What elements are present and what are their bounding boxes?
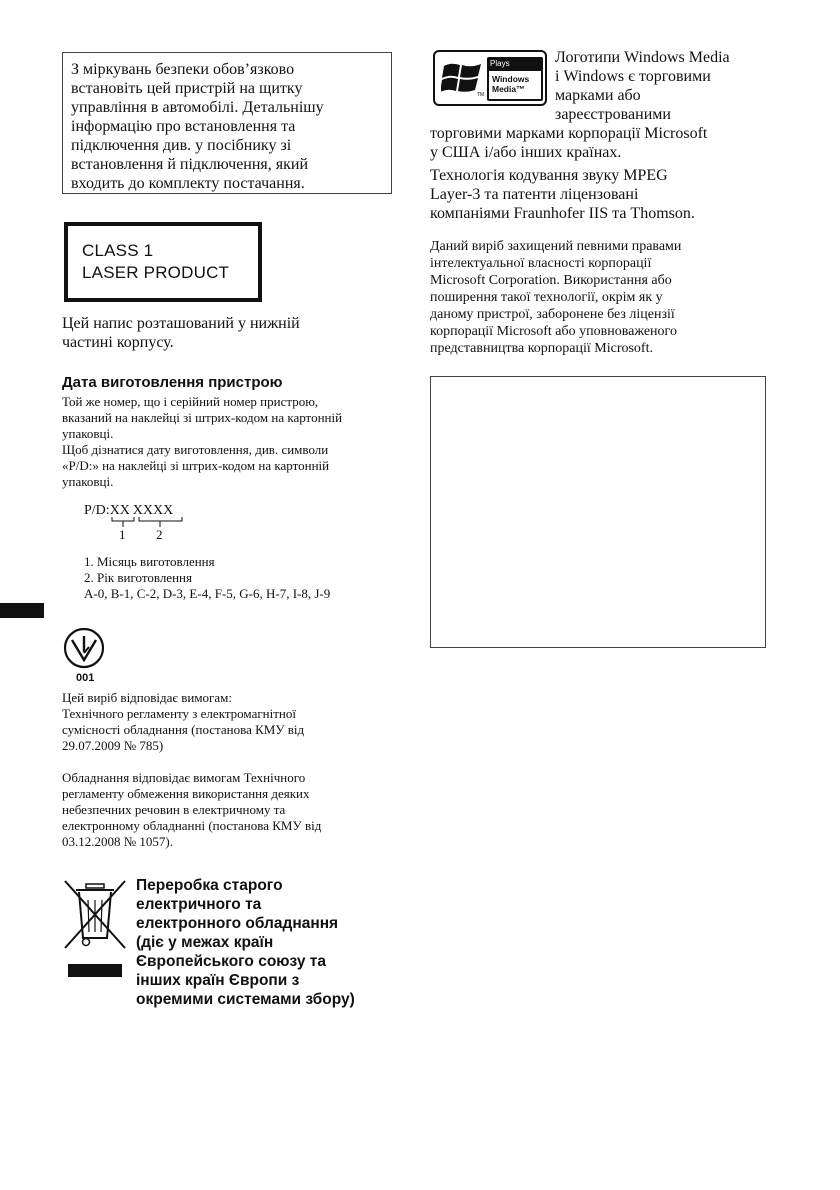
safety-line: входить до комплекту постачання. <box>71 175 305 192</box>
ip-line: представництва корпорації Microsoft. <box>430 341 653 356</box>
manufacture-date-text <box>62 394 342 490</box>
pd-legend-line: 1. Місяць виготовлення <box>84 554 215 569</box>
recycling-title-line: інших країн Європи з <box>136 972 300 989</box>
logo-windows-text: Windows <box>492 74 530 84</box>
safety-line: встановлення й підключення, який <box>71 156 309 173</box>
laser-location-text <box>62 314 300 352</box>
recycling-title-line: окремими системами збору) <box>136 991 355 1008</box>
conformity-line: небезпечних речовин в електричному та <box>62 802 286 817</box>
ip-line: Microsoft Corporation. Використання або <box>430 273 672 288</box>
safety-line: встановіть цей пристрій на щитку <box>71 80 303 97</box>
conformity-line: 29.07.2009 № 785) <box>62 738 164 753</box>
safety-line: З міркувань безпеки обов’язково <box>71 61 295 78</box>
wm-line: Логотипи Windows Media <box>555 49 730 66</box>
wm-line: зареєстрованими <box>555 106 671 123</box>
pd-callout-2: 2 <box>156 527 163 542</box>
laser-location-line: частині корпусу. <box>62 334 174 351</box>
recycling-title-line: Переробка старого <box>136 877 283 894</box>
pd-legend-line: 2. Рік виготовлення <box>84 570 192 585</box>
ip-line: поширення такої технології, окрім як у <box>430 290 663 305</box>
manufacture-date-line: упаковці. <box>62 474 114 489</box>
manufacture-date-line: вказаний на наклейці зі штрих-кодом на картонній <box>62 410 343 425</box>
conformity-text-1 <box>62 690 304 754</box>
wm-line: торговими марками корпорації Microsoft <box>430 125 708 142</box>
recycling-title-line: електричного та <box>136 896 262 913</box>
logo-media-text: Media™ <box>492 84 525 94</box>
logo-tm-mark: TM <box>477 92 485 98</box>
laser-location-line: Цей напис розташований у нижній <box>62 315 300 332</box>
laser-class-label <box>64 222 262 302</box>
empty-notice-box <box>430 376 766 648</box>
conformity-line: Технічного регламенту з електромагнітної <box>62 706 296 721</box>
conformity-line: регламенту обмеження використання деяких <box>62 786 310 801</box>
laser-label-line2: LASER PRODUCT <box>82 263 230 282</box>
ip-line: корпорації Microsoft або уповноваженого <box>430 324 677 339</box>
manufacture-date-heading: Дата виготовлення пристрою <box>62 374 283 391</box>
safety-line: інформацію про встановлення та <box>71 118 296 135</box>
pd-legend-line: A-0, B-1, C-2, D-3, E-4, F-5, G-6, H-7, I-8, J-9 <box>84 586 331 601</box>
windows-media-text-top <box>555 48 730 124</box>
ip-line: даному пристрої, заборонене без ліцензії <box>430 307 675 322</box>
conformity-text-2 <box>62 770 321 850</box>
side-tab-marker <box>0 603 44 618</box>
conformity-line: сумісності обладнання (постанова КМУ від <box>62 722 305 737</box>
safety-notice-box <box>62 52 392 194</box>
logo-plays: Plays <box>490 59 510 68</box>
crossed-bin-icon <box>62 878 128 978</box>
recycling-title <box>136 876 396 1009</box>
mpeg-line: Технологія кодування звуку MPEG <box>430 167 668 184</box>
windows-media-text-bottom <box>430 124 707 162</box>
pd-month: XX <box>109 503 130 518</box>
ip-notice-text <box>430 238 681 357</box>
mpeg-text <box>430 166 695 223</box>
recycling-title-line: (діє у межах країн <box>136 934 274 951</box>
conformity-line: 03.12.2008 № 1057). <box>62 834 173 849</box>
safety-line: підключення див. у посібнику зі <box>71 137 292 154</box>
ip-line: Даний виріб захищений певними правами <box>430 239 682 254</box>
wm-line: марками або <box>555 87 641 104</box>
pd-prefix: P/D: <box>84 503 110 518</box>
windows-media-logo <box>433 50 547 106</box>
pd-callout-1: 1 <box>119 527 126 542</box>
recycling-title-line: електронного обладнання <box>136 915 339 932</box>
conformity-line: електронному обладнанні (постанова КМУ від <box>62 818 322 833</box>
safety-line: управління в автомобілі. Детальнішу <box>71 99 324 116</box>
conformity-mark-code: 001 <box>76 672 95 684</box>
wm-line: у США і/або інших країнах. <box>430 144 622 161</box>
conformity-line: Цей виріб відповідає вимогам: <box>62 690 232 705</box>
conformity-mark-icon <box>62 626 108 672</box>
manufacture-date-line: Щоб дізнатися дату виготовлення, див. символи <box>62 442 329 457</box>
conformity-line: Обладнання відповідає вимогам Технічного <box>62 770 306 785</box>
pd-year: XXXX <box>132 503 174 518</box>
pd-legend <box>84 554 330 602</box>
manufacture-date-line: «P/D:» на наклейці зі штрих-кодом на картонній <box>62 458 330 473</box>
manufacture-date-line: упаковці. <box>62 426 114 441</box>
recycling-title-line: Європейського союзу та <box>136 953 326 970</box>
mpeg-line: компаніями Fraunhofer IIS та Thomson. <box>430 205 695 222</box>
mpeg-line: Layer-3 та патенти ліцензовані <box>430 186 639 203</box>
wm-line: і Windows є торговими <box>555 68 711 85</box>
logo-text-panel <box>487 57 543 101</box>
laser-label-line1: CLASS 1 <box>82 241 154 260</box>
manufacture-date-line: Той же номер, що і серійний номер пристрою, <box>62 394 319 409</box>
logo-white-plate <box>489 71 541 99</box>
ip-line: інтелектуальної власності корпорації <box>430 256 652 271</box>
